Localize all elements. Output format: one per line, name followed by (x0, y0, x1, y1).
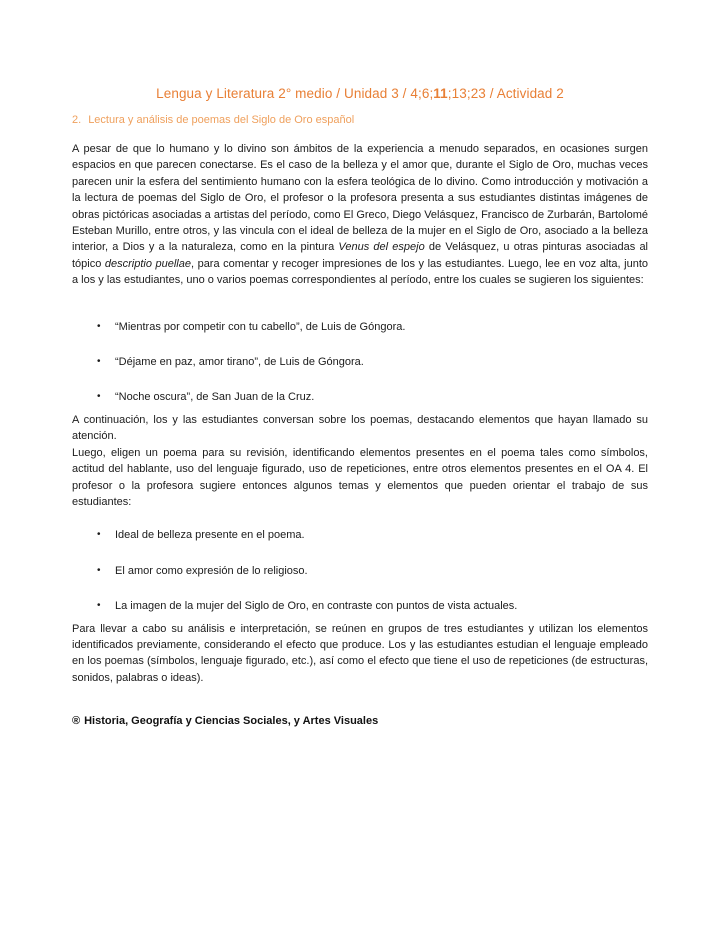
suggested-poems-list (72, 319, 648, 406)
suggested-topics-list (72, 527, 648, 614)
poem-2-text: “Déjame en paz, amor tirano”, de Luis de Góngora. (115, 356, 364, 369)
list-item-topic-1 (97, 527, 648, 543)
intro-paragraph (72, 141, 648, 289)
list-item-poem-3 (97, 389, 648, 405)
list-item-poem-1 (97, 319, 648, 335)
bullet-icon: • (97, 356, 101, 368)
bullet-icon: • (97, 320, 101, 332)
topic-3-text: La imagen de la mujer del Siglo de Oro, en contraste con puntos de vista actuales. (115, 600, 518, 613)
related-subjects-text: Historia, Geografía y Ciencias Sociales, y Artes Visuales (84, 715, 379, 728)
selection-paragraph: Luego, eligen un poema para su revisión, identificando elementos presentes en el poema tales como símbolos, actitud del hablante, uso del lenguaje figurado, uso de repeticiones, entre otros elementos presentes en el OA 4. El profesor o la profesora sugiere entonces algunos temas y elementos que pueden orientar el trabajo de sus estudiantes: (72, 446, 648, 508)
page-title (72, 86, 648, 102)
section-title: Lectura y análisis de poemas del Siglo de Oro español (88, 114, 355, 126)
intro-text-3: , para comentar y recoger impresiones de los y las estudiantes. Luego, lee en voz alta, junto a los y las estudiantes, uno o varios poemas correspondientes al período, entre los cuales se sugieren los siguientes: (72, 257, 648, 287)
poem-3-text: “Noche oscura”, de San Juan de la Cruz. (115, 391, 315, 404)
intro-text-1: A pesar de que lo humano y lo divino son ámbitos de la experiencia a menudo separados, en ocasiones surgen espacios en que parecen conectarse. Es el caso de la belleza y el amor que, durante el Siglo de Oro, muchas veces parecen unir la esfera del sentimiento humano con la esfera teológica de lo divino. Como introducción y motivación a la lectura de poemas del Siglo de Oro, el profesor o la profesora presenta a sus estudiantes distintas imágenes de obras pictóricas asociadas a artistas del período, como El Greco, Diego Velásquez, Francisco de Zurbarán, Bartolomé Esteban Murillo, entre otros, y las vincula con el ideal de belleza de la mujer en el Siglo de Oro, asociado a la belleza interior, a Dios y a la naturaleza, como en la pintura (72, 143, 648, 254)
bullet-icon: • (97, 391, 101, 403)
section-heading (72, 112, 648, 128)
list-item-topic-2 (97, 563, 648, 579)
topic-2-text: El amor como expresión de lo religioso. (115, 564, 308, 577)
bullet-icon: • (97, 529, 101, 541)
list-item-topic-3 (97, 598, 648, 614)
latin-topic-italic: descriptio puellae (104, 257, 191, 270)
analysis-paragraph: Para llevar a cabo su análisis e interpretación, se reúnen en grupos de tres estudiantes y utilizan los elementos identificados previamente, considerando el efecto que produce. Los y las estudiantes estudian el lenguaje empleado en los poemas (símbolos, lenguaje figurado, etc.), así como el efecto que tiene el uso de repeticiones (de estructuras, sonidos, palabras o ideas). (72, 622, 648, 684)
conversation-paragraph: A continuación, los y las estudiantes conversan sobre los poemas, destacando elementos que hayan llamado su atención. (72, 413, 648, 443)
bullet-icon: • (97, 564, 101, 576)
registered-symbol-icon: ® (72, 715, 81, 728)
page-title-bold-oa: 11 (433, 86, 448, 101)
painting-title-italic: Venus del espejo (338, 241, 425, 254)
page-title-suffix: ;13;23 / Actividad 2 (447, 86, 564, 101)
related-subjects-note (72, 713, 648, 729)
intro-text-2: de Velásquez, u otras pinturas asociadas al tópico (72, 241, 648, 270)
page-title-prefix: Lengua y Literatura 2° medio / Unidad 3 / 4;6; (156, 86, 434, 101)
topic-1-text: Ideal de belleza presente en el poema. (115, 529, 305, 542)
bullet-icon: • (97, 600, 101, 612)
section-number: 2. (72, 114, 82, 126)
list-item-poem-2 (97, 354, 648, 370)
poem-1-text: “Mientras por competir con tu cabello”, de Luis de Góngora. (115, 320, 406, 333)
